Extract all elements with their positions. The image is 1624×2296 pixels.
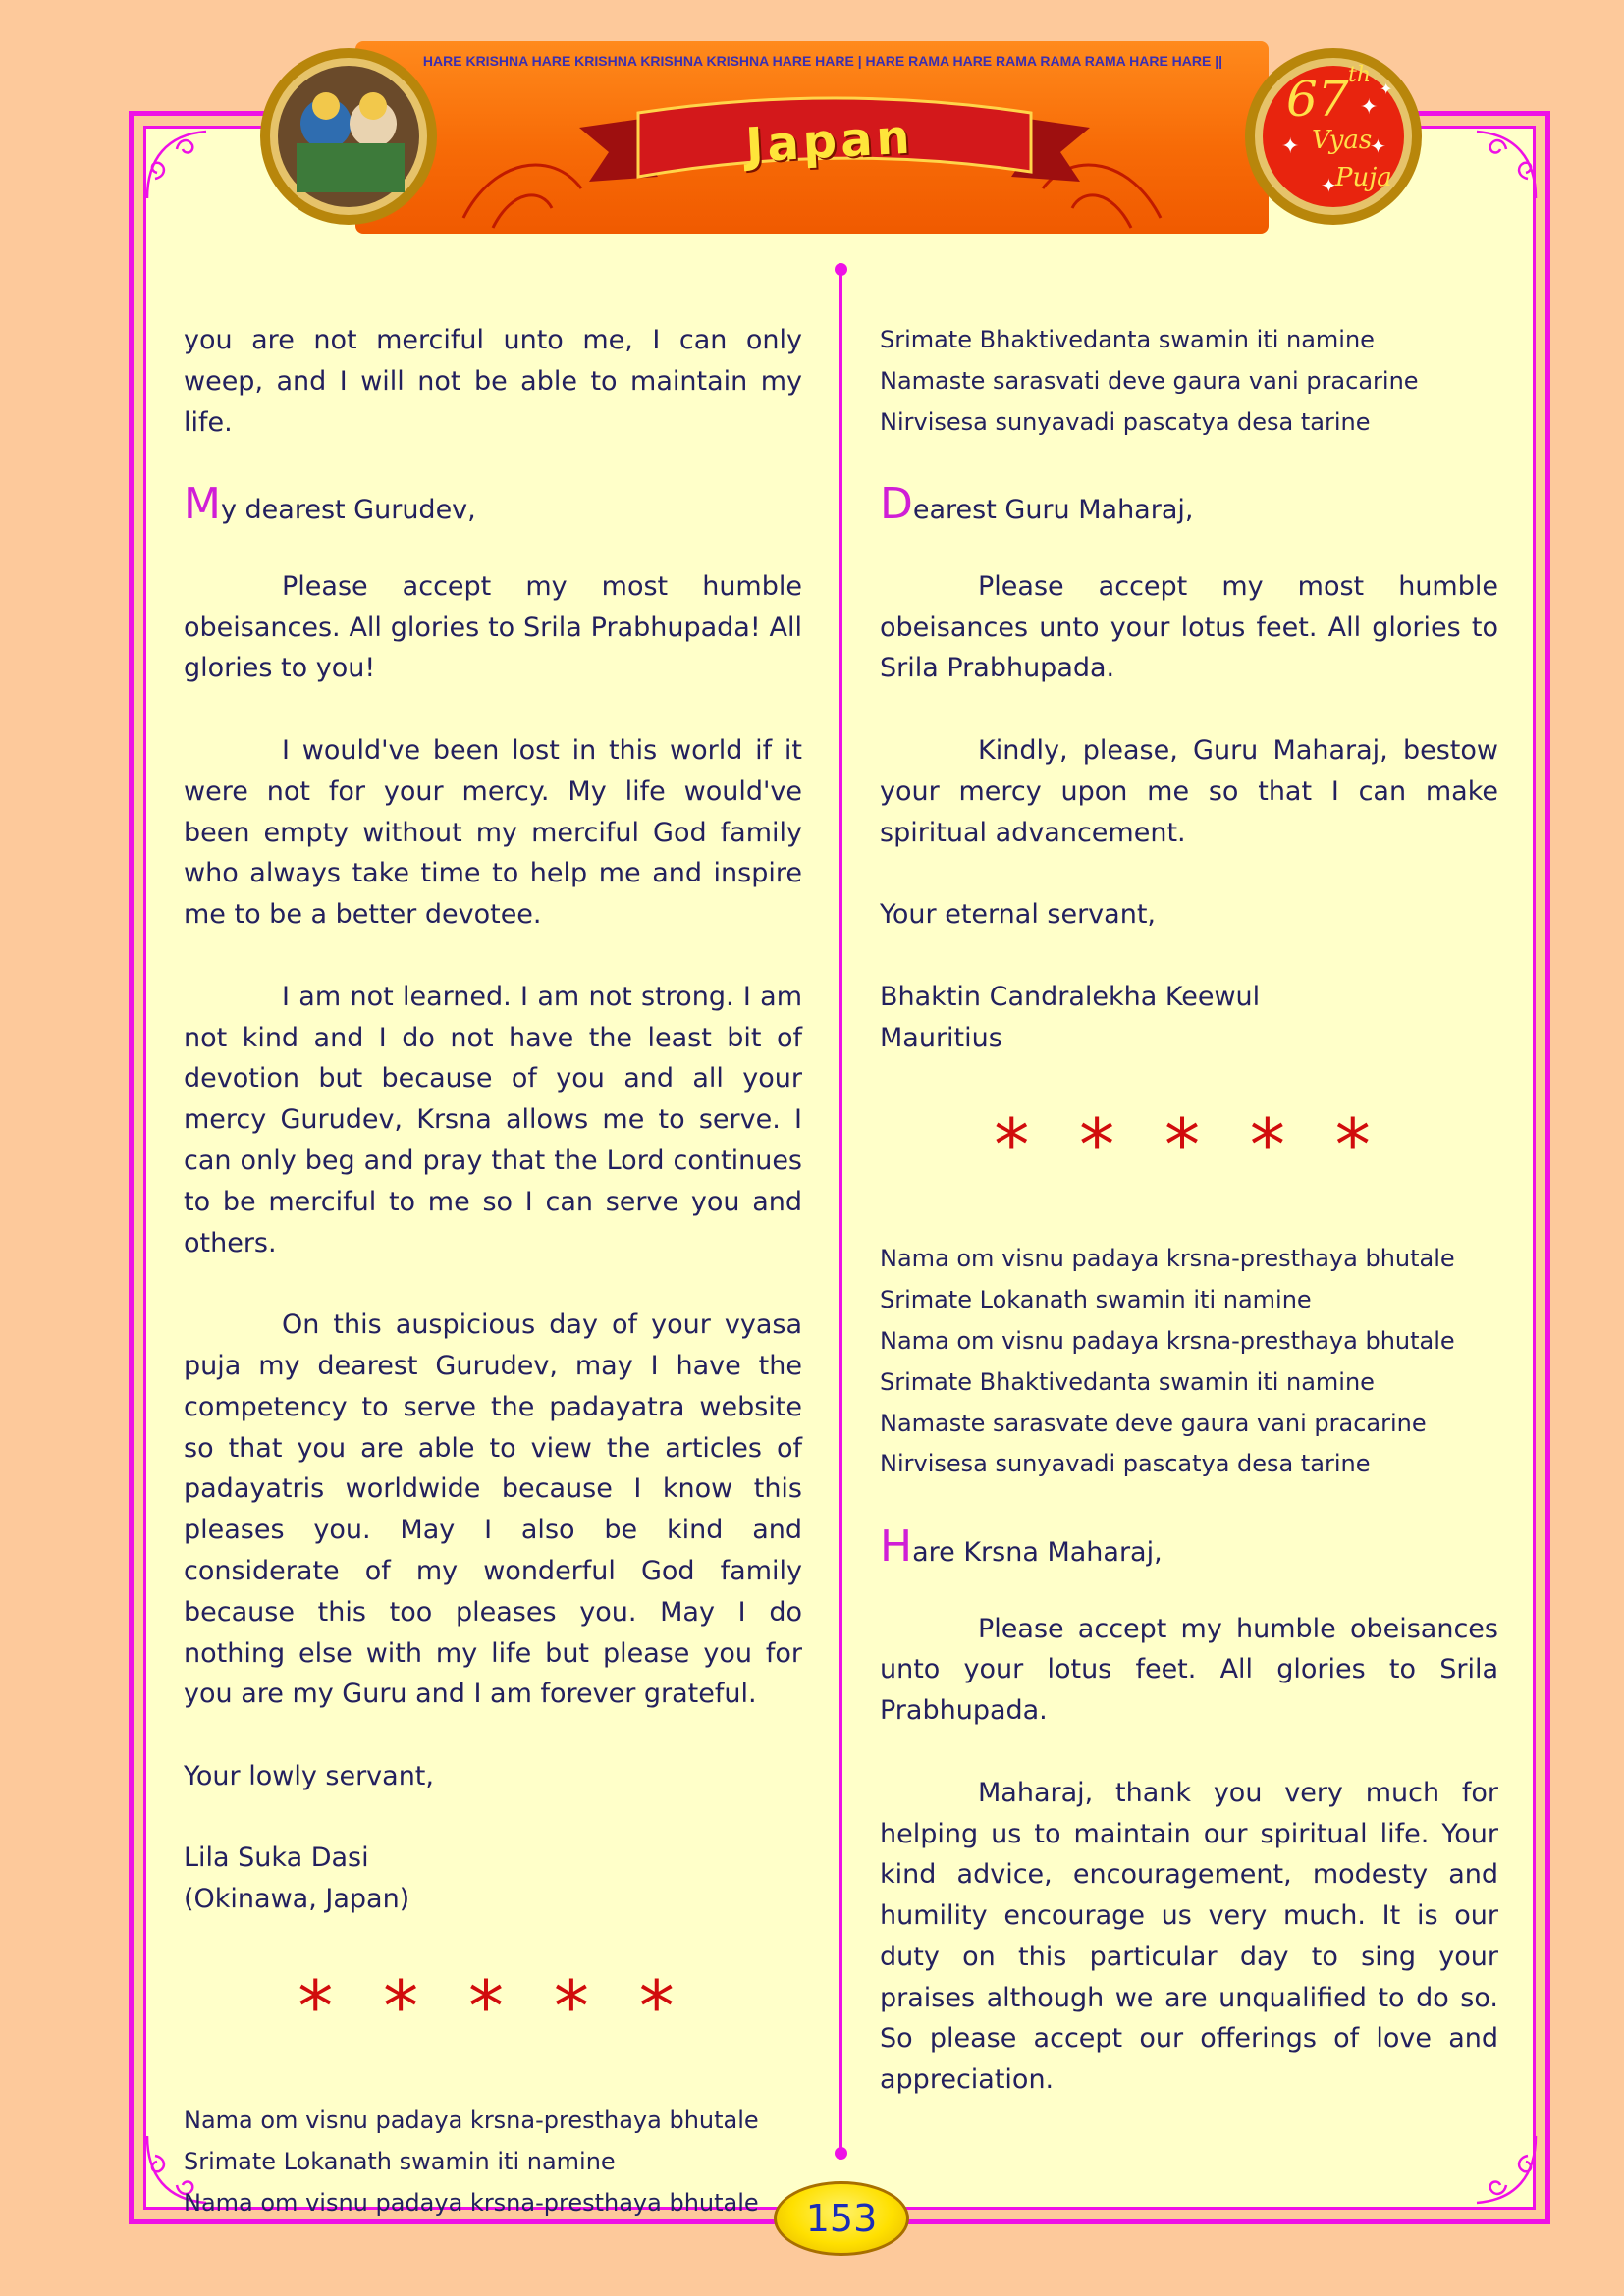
- verse-line: Srimate Bhaktivedanta swamin iti namine: [880, 1367, 1375, 1396]
- verse-line: Srimate Lokanath swamin iti namine: [880, 1286, 1312, 1314]
- salutation-text: earest Guru Maharaj,: [912, 495, 1194, 526]
- verse-line: Nirvisesa sunyavadi pascatya desa tarine: [880, 1450, 1371, 1478]
- corner-ornament-icon: [137, 120, 226, 208]
- paragraph: Kindly, please, Guru Maharaj, bestow your mercy upon me so that I can make spiritual advancement.: [880, 734, 1498, 848]
- column-divider: [839, 270, 842, 2153]
- paragraph: Maharaj, thank you very much for helping us to maintain our spiritual life. Your kind advice, encouragement, modesty and humility encourage us very much. It is our duty on this particular day to sing your praises although we are unqualified to do so. So please accept our offerings of love and appreciation.: [880, 1777, 1498, 2096]
- divider-bottom-dot: [835, 2147, 847, 2160]
- salutation: [184, 479, 802, 530]
- stars-separator: * * * * *: [298, 1965, 688, 2049]
- svg-text:✦: ✦: [1370, 134, 1386, 158]
- right-column: [880, 320, 1498, 2101]
- corner-ornament-icon: [1457, 2126, 1545, 2215]
- verse-line: Namaste sarasvate deve gaura vani pracarine: [880, 1409, 1427, 1437]
- medal-suffix: th: [1348, 63, 1372, 87]
- salutation-text: y dearest Gurudev,: [220, 495, 476, 526]
- verse-line: Nama om visnu padaya krsna-presthaya bhutale: [880, 1245, 1455, 1273]
- medal-word-vyas: Vyas: [1312, 126, 1373, 155]
- paragraph: Please accept my most humble obeisances. All glories to Srila Prabhupada! All glories to you!: [184, 570, 802, 684]
- medal-number: 67: [1286, 71, 1349, 128]
- verse-line: Nama om visnu padaya krsna-presthaya bhutale: [184, 2188, 759, 2216]
- svg-text:✦: ✦: [1281, 134, 1300, 159]
- banner-title: Japan: [744, 109, 915, 174]
- signature-name: Bhaktin Candralekha Keewul: [880, 981, 1261, 1012]
- salutation-text: are Krsna Maharaj,: [912, 1536, 1163, 1568]
- paragraph: I would've been lost in this world if it were not for your mercy. My life would've been empty without my merciful God family who always take time to help me and inspire me to be a better devotee.: [184, 734, 802, 931]
- header-mantra: HARE KRISHNA HARE KRISHNA KRISHNA KRISHNA HARE HARE | HARE RAMA HARE RAMA RAMA RAMA HARE HARE ||: [422, 53, 1223, 69]
- closing: Your lowly servant,: [184, 1760, 434, 1791]
- corner-ornament-icon: [1457, 120, 1545, 208]
- stars-separator: * * * * *: [994, 1103, 1384, 1187]
- salutation: [880, 479, 1498, 530]
- verse-line: Srimate Bhaktivedanta swamin iti namine: [880, 326, 1375, 353]
- signature-place: (Okinawa, Japan): [184, 1884, 410, 1915]
- svg-text:✦: ✦: [1321, 174, 1337, 197]
- svg-text:✦: ✦: [1380, 80, 1393, 98]
- paragraph: On this auspicious day of your vyasa puja my dearest Gurudev, may I have the competency to serve the padayatra website so that you are able to view the articles of padayatris worldwide because I know this pleases you. May I also be kind and considerate of my wonderful God family because this too pleases you. May I do nothing else with my life but please you for you are my Guru and I am forever grateful.: [184, 1309, 802, 1710]
- dropcap: M: [184, 479, 221, 530]
- closing: Your eternal servant,: [880, 899, 1156, 931]
- divider-top-dot: [835, 263, 847, 276]
- deity-medallion-icon: [257, 45, 440, 228]
- verse-line: Srimate Lokanath swamin iti namine: [184, 2147, 616, 2175]
- paragraph: Please accept my most humble obeisances unto your lotus feet. All glories to Srila Prabhupada.: [880, 570, 1498, 684]
- verse-line: Nama om visnu padaya krsna-presthaya bhutale: [880, 1326, 1455, 1355]
- medal-word-puja: Puja: [1335, 163, 1392, 192]
- signature-place: Mauritius: [880, 1022, 1002, 1053]
- verse-line: Nirvisesa sunyavadi pascatya desa tarine: [880, 407, 1371, 436]
- paragraph: Please accept my humble obeisances unto your lotus feet. All glories to Srila Prabhupada.: [880, 1613, 1498, 1727]
- paragraph: I am not learned. I am not strong. I am not kind and I do not have the least bit of devotion but because of you and all your mercy Gurudev, Krsna allows me to serve. I can only beg and pray that the Lord continues to be merciful to me so I can serve you and others.: [184, 981, 802, 1258]
- signature-name: Lila Suka Dasi: [184, 1842, 369, 1874]
- dropcap: D: [880, 479, 913, 530]
- verse-line: Nama om visnu padaya krsna-presthaya bhutale: [184, 2107, 759, 2135]
- left-column: [184, 320, 802, 2223]
- verse-line: Namaste sarasvati deve gaura vani pracarine: [880, 366, 1419, 395]
- page-number: 153: [774, 2181, 909, 2256]
- dropcap: H: [880, 1521, 913, 1572]
- salutation: [880, 1521, 1498, 1572]
- svg-text:✦: ✦: [1360, 95, 1379, 120]
- paragraph: you are not merciful unto me, I can only weep, and I will not be able to maintain my life.: [184, 325, 802, 438]
